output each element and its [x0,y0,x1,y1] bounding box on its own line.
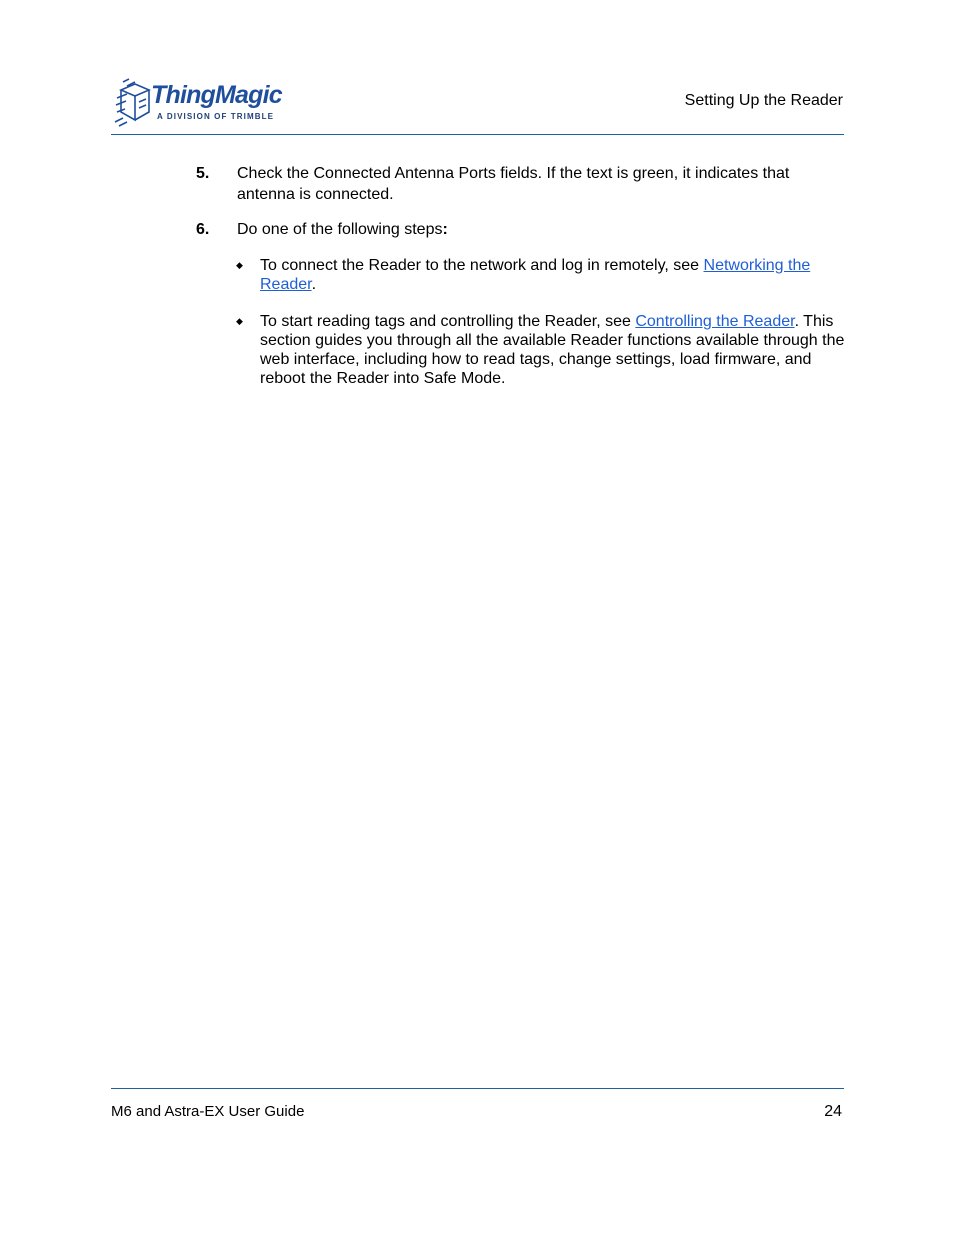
page-number: 24 [824,1103,842,1120]
logo-wordmark: ThingMagic [151,81,282,109]
footer-rule [111,1088,844,1089]
bullet-prefix: To connect the Reader to the network and log in remotely, see [260,257,704,274]
thingmagic-logo [113,78,283,128]
logo-tagline: A DIVISION OF TRIMBLE [157,112,275,121]
bullet-text [260,312,846,388]
step-number: 5. [196,165,210,182]
logo-box-icon [113,78,153,128]
header-rule [111,134,844,135]
step-text: Check the Connected Antenna Ports fields. If the text is green, it indicates that antenna is connected. [237,165,790,203]
step-text-main: Do one of the following steps [237,221,443,238]
step-text [237,219,837,240]
bullet-suffix: . This section guides you through all the available Reader functions available through the web interface, including how to read tags, change settings, load firmware, and reboot the Reader into Safe Mode. [260,313,845,387]
diamond-bullet-icon: ◆ [236,316,243,326]
section-title: Setting Up the Reader [684,92,843,109]
document-title: M6 and Astra-EX User Guide [111,1103,305,1120]
diamond-bullet-icon: ◆ [236,260,243,270]
step-number: 6. [196,221,210,238]
bullet-text [260,256,846,294]
step-text-colon: : [442,221,448,238]
bullet-prefix: To start reading tags and controlling the Reader, see [260,313,636,330]
controlling-the-reader-link[interactable]: Controlling the Reader [635,313,795,330]
networking-the-reader-link[interactable]: Networking the Reader [260,257,811,293]
bullet-suffix: . [311,276,317,293]
